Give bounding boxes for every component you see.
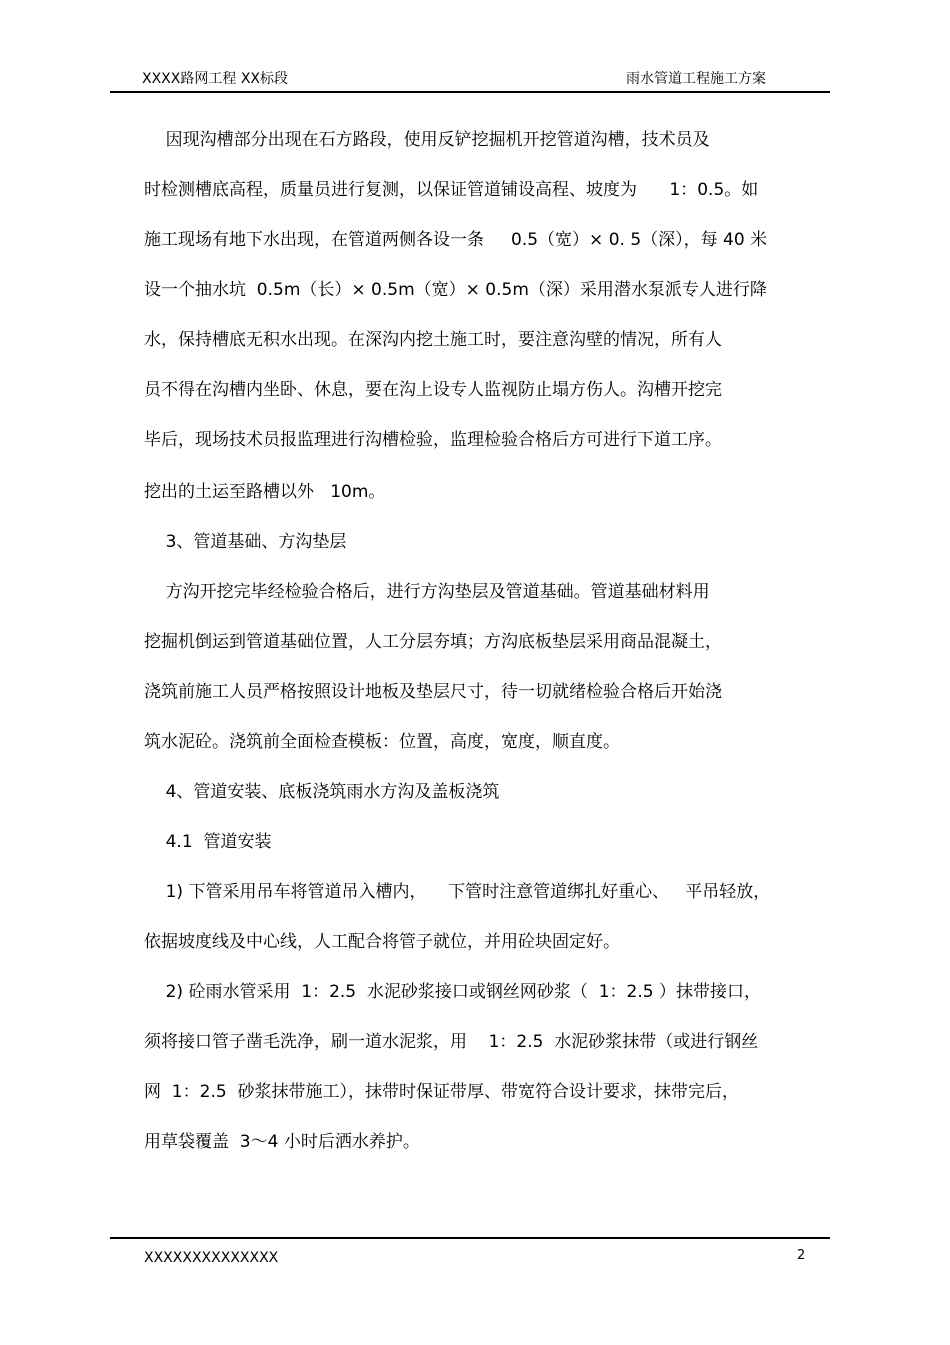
paragraph-line: 施工现场有地下水出现，在管道两侧各设一条 0.5（宽）× 0. 5（深），每 40 米 [144,230,768,250]
footer-label: XXXXXXXXXXXXXX [144,1250,279,1266]
paragraph-line: 网 1：2.5 砂浆抹带施工），抹带时保证带厚、带宽符合设计要求，抹带完后， [144,1082,739,1102]
paragraph-line: 挖掘机倒运到管道基础位置，人工分层夯填；方沟底板垫层采用商品混凝土， [144,632,722,652]
page-header [110,68,830,90]
paragraph-line: 毕后，现场技术员报监理进行沟槽检验，监理检验合格后方可进行下道工序。 [144,430,722,450]
paragraph-line: 设一个抽水坑 0.5m（长）× 0.5m（宽）× 0.5m（深）采用潜水泵派专人进行降 [144,280,767,300]
section-heading: 3、管道基础、方沟垫层 [144,532,347,552]
paragraph-line: 1) 下管采用吊车将管道吊入槽内， 下管时注意管道绑扎好重心、 平吊轻放， [144,882,771,902]
paragraph-line: 须将接口管子凿毛洗净，刷一道水泥浆，用 1：2.5 水泥砂浆抹带（或进行钢丝 [144,1032,759,1052]
footer-divider [110,1237,830,1239]
paragraph-line: 筑水泥砼。浇筑前全面检查模板：位置，高度，宽度，顺直度。 [144,732,620,752]
header-document-title: 雨水管道工程施工方案 [626,71,766,87]
paragraph-line: 依据坡度线及中心线，人工配合将管子就位，并用砼块固定好。 [144,932,620,952]
paragraph-line: 方沟开挖完毕经检验合格后，进行方沟垫层及管道基础。管道基础材料用 [144,582,710,602]
subsection-heading: 4.1 管道安装 [144,832,272,852]
header-divider [110,91,830,93]
paragraph-line: 时检测槽底高程，质量员进行复测，以保证管道铺设高程、坡度为 1：0.5。如 [144,180,759,200]
paragraph-line: 2) 砼雨水管采用 1：2.5 水泥砂浆接口或钢丝网砂浆（ 1：2.5 ）抹带接口， [144,982,761,1002]
paragraph-line: 因现沟槽部分出现在石方路段，使用反铲挖掘机开挖管道沟槽，技术员及 [144,130,710,150]
section-heading: 4、管道安装、底板浇筑雨水方沟及盖板浇筑 [144,782,500,802]
page-number: 2 [797,1248,806,1263]
paragraph-line: 浇筑前施工人员严格按照设计地板及垫层尺寸，待一切就绪检验合格后开始浇 [144,682,722,702]
paragraph-line: 水，保持槽底无积水出现。在深沟内挖土施工时，要注意沟壁的情况，所有人 [144,330,722,350]
paragraph-line: 员不得在沟槽内坐卧、休息，要在沟上设专人监视防止塌方伤人。沟槽开挖完 [144,380,722,400]
header-project-title: XXXX路网工程 XX标段 [142,71,288,87]
paragraph-line: 挖出的土运至路槽以外 10m。 [144,482,386,502]
paragraph-line: 用草袋覆盖 3～4 小时后洒水养护。 [144,1132,420,1152]
